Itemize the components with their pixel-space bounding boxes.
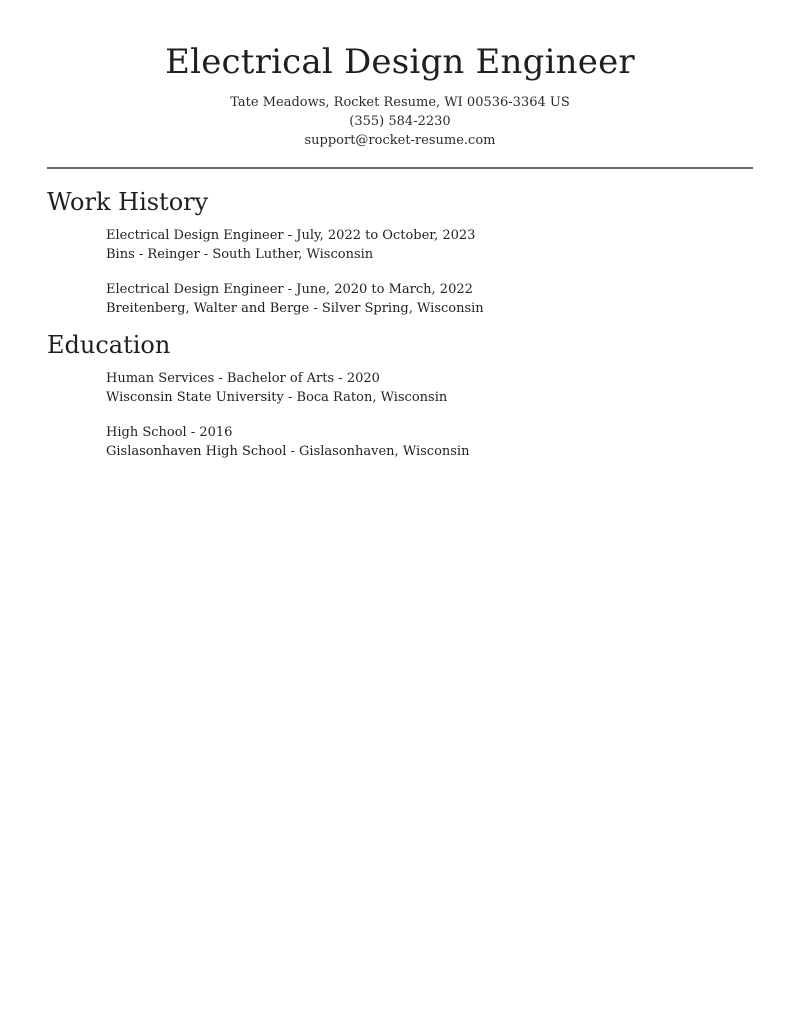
work-entry-org-line	[106, 299, 484, 318]
education-entry-location: Boca Raton, Wisconsin	[296, 390, 448, 405]
education-entry	[106, 369, 447, 407]
education-entry-school: Gislasonhaven High School	[106, 444, 287, 459]
work-entry-location: Silver Spring, Wisconsin	[321, 301, 484, 316]
work-entry-title: Electrical Design Engineer - June, 2020 to March, 2022	[106, 282, 473, 297]
work-entry-company: Breitenberg, Walter and Berge	[106, 301, 310, 316]
contact-email[interactable]: support@rocket-resume.com	[304, 133, 496, 148]
education-entry-separator: -	[283, 390, 297, 405]
resume-title: Electrical Design Engineer	[165, 42, 635, 82]
work-entry-org-line	[106, 245, 475, 264]
work-entry-location: South Luther, Wisconsin	[212, 247, 374, 262]
section-heading-education: Education	[47, 331, 171, 359]
header-divider	[47, 167, 753, 169]
education-entry-org-line	[106, 388, 447, 407]
work-entry-separator: -	[309, 301, 322, 316]
education-entry-location: Gislasonhaven, Wisconsin	[299, 444, 470, 459]
section-heading-work-history: Work History	[47, 188, 209, 216]
education-entry-degree: High School - 2016	[106, 425, 233, 440]
education-entry-separator: -	[286, 444, 300, 459]
contact-phone: (355) 584-2230	[349, 114, 451, 129]
education-entry-org-line	[106, 442, 469, 461]
contact-block	[0, 93, 800, 150]
contact-address: Tate Meadows, Rocket Resume, WI 00536-3364 US	[230, 95, 570, 110]
education-entry-school: Wisconsin State University	[106, 390, 284, 405]
work-entry-company: Bins - Reinger	[106, 247, 200, 262]
work-entry	[106, 226, 475, 264]
work-entry-title: Electrical Design Engineer - July, 2022 to October, 2023	[106, 228, 476, 243]
work-entry-separator: -	[199, 247, 213, 262]
education-entry-degree: Human Services - Bachelor of Arts - 2020	[106, 371, 380, 386]
education-entry	[106, 423, 469, 461]
work-entry	[106, 280, 484, 318]
